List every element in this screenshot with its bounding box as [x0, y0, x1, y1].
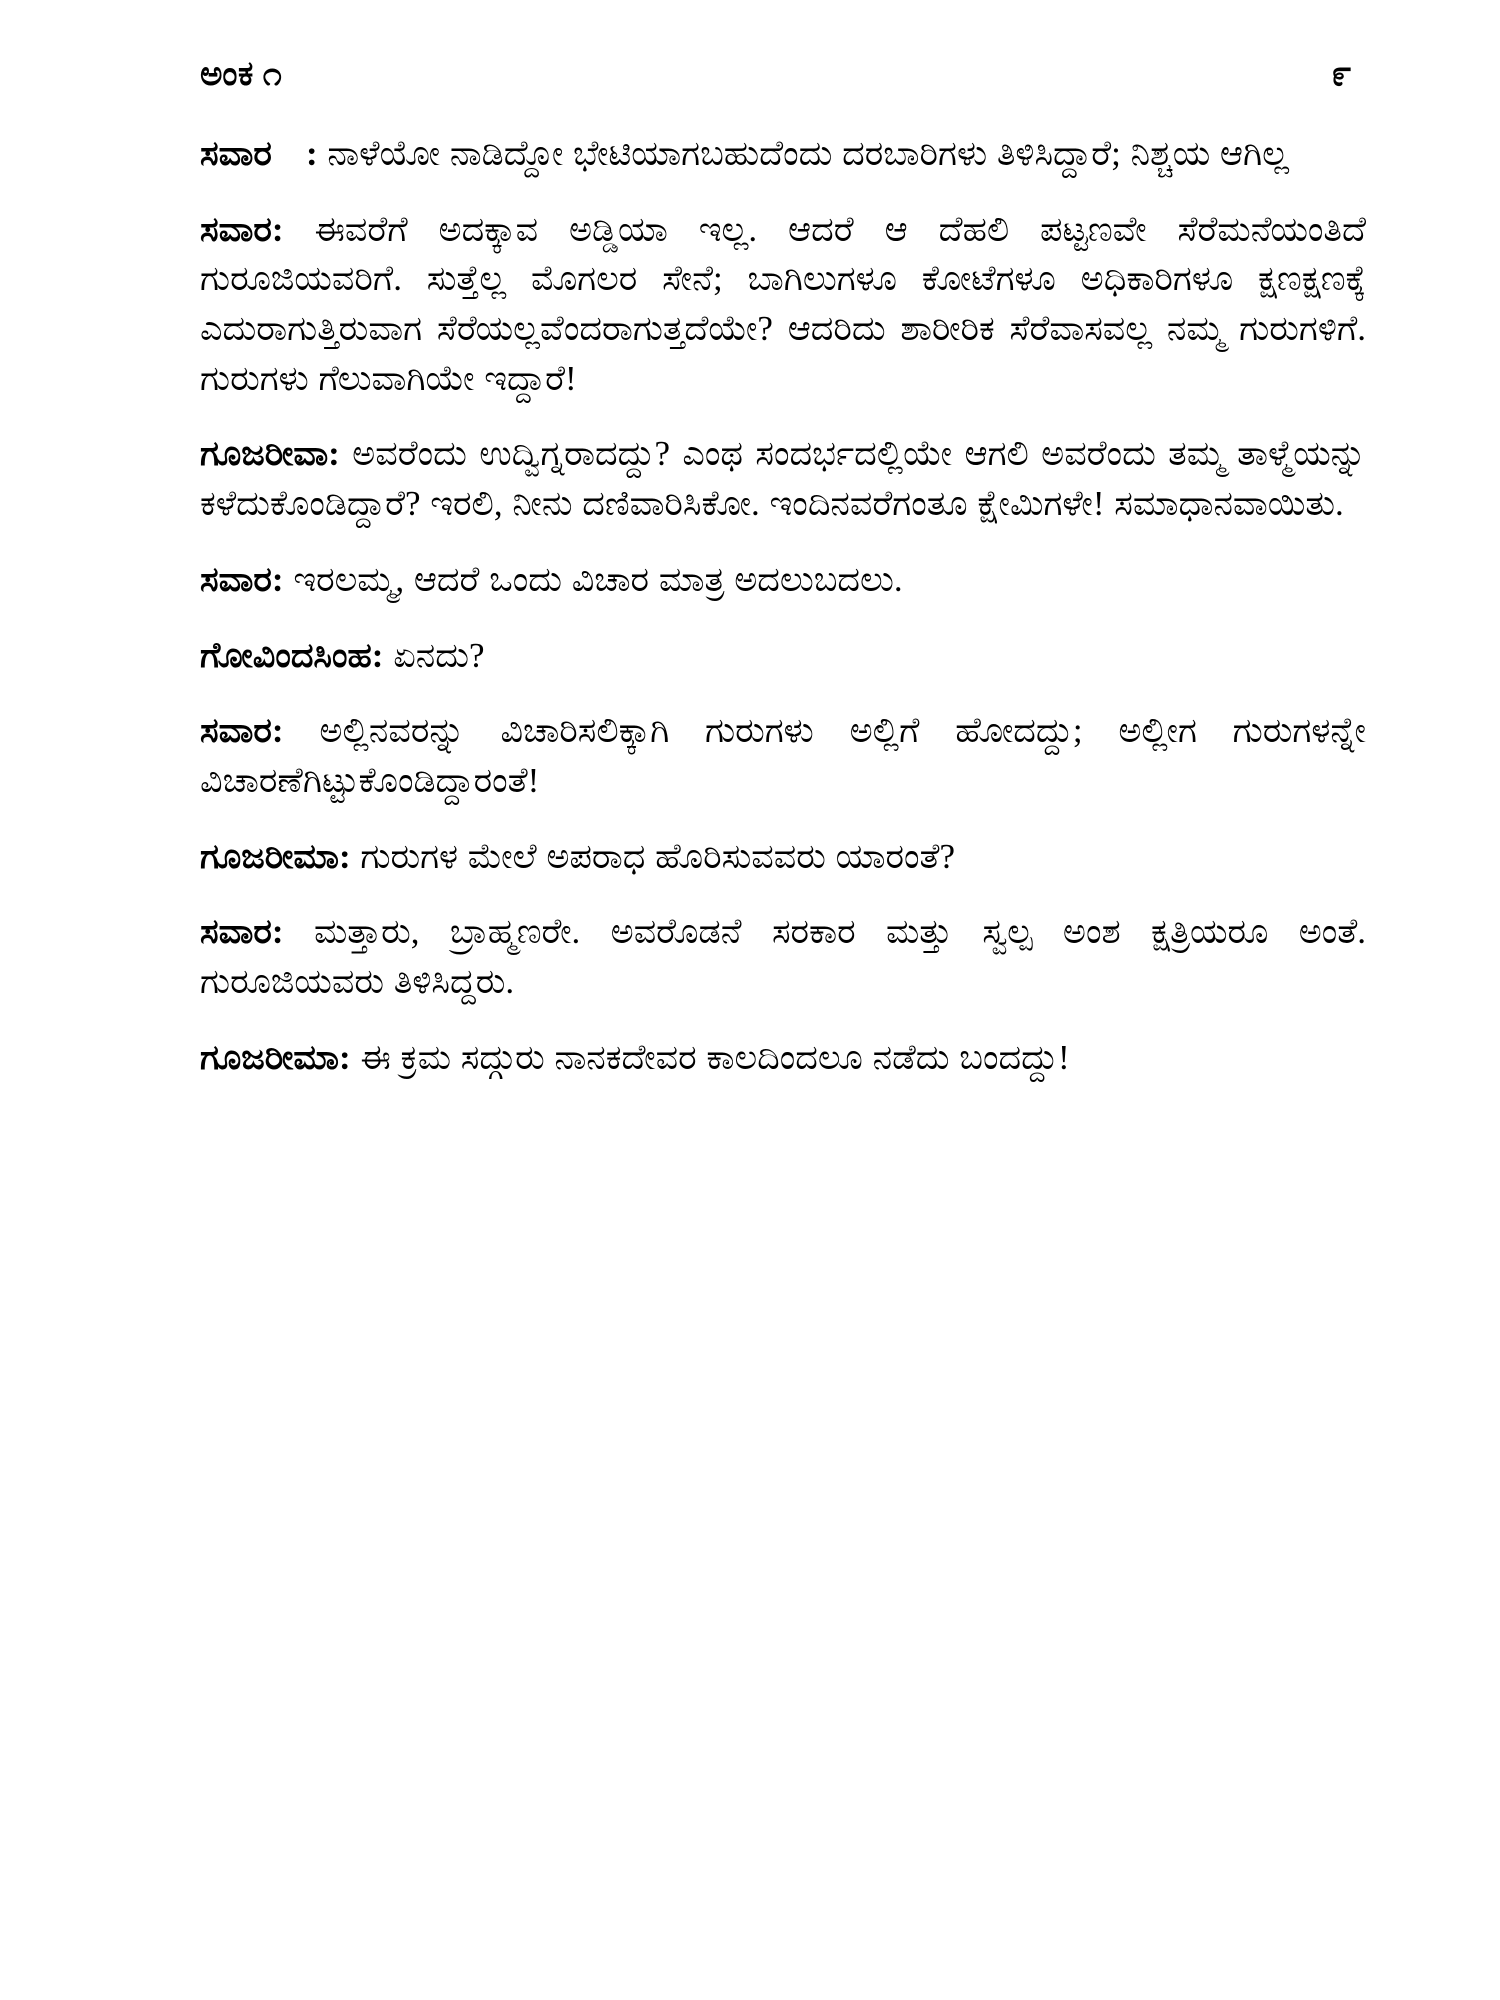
- speaker-name: ಸವಾರ:: [200, 559, 284, 599]
- dialogue-line: [200, 631, 1366, 681]
- page-number: ೯: [1331, 53, 1352, 93]
- dialogue-text: ಈವರೆಗೆ ಅದಕ್ಕಾವ ಅಡ್ಡಿಯಾ ಇಲ್ಲ. ಆದರೆ ಆ ದೆಹಲಿ ಪಟ್ಟಣವೇ ಸೆರೆಮನೆಯಂತಿದೆ ಗುರೂಜಿಯವರಿಗೆ. ಸುತ್ತೆಲ್ಲ ಮೊಗಲರ ಸೇನೆ; ಬಾಗಿಲುಗಳೂ ಕೋಟೆಗಳೂ ಅಧಿಕಾರಿಗಳೂ ಕ್ಷಣಕ್ಷಣಕ್ಕೆ ಎದುರಾಗುತ್ತಿರುವಾಗ ಸೆರೆಯಲ್ಲವೆಂದರಾಗುತ್ತದೆಯೇ? ಆದರಿದು ಶಾರೀರಿಕ ಸೆರೆವಾಸವಲ್ಲ ನಮ್ಮ ಗುರುಗಳಿಗೆ. ಗುರುಗಳು ಗೆಲುವಾಗಿಯೇ ಇದ್ದಾರೆ!: [200, 209, 1366, 398]
- act-label: ಅಂಕ ೧: [200, 56, 283, 93]
- speaker-name: ಗೋವಿಂದಸಿಂಹ:: [200, 635, 384, 675]
- speaker-separator: :: [305, 134, 318, 173]
- speaker-name: ಸವಾರ:: [200, 209, 284, 249]
- dialogue-line: [200, 907, 1366, 1006]
- dialogue-text: ಅಲ್ಲಿನವರನ್ನು ವಿಚಾರಿಸಲಿಕ್ಕಾಗಿ ಗುರುಗಳು ಅಲ್ಲಿಗೆ ಹೋದದ್ದು; ಅಲ್ಲೀಗ ಗುರುಗಳನ್ನೇ ವಿಚಾರಣೆಗಿಟ್ಟುಕೊಂಡಿದ್ದಾರಂತೆ!: [200, 711, 1366, 800]
- dialogue-text: ನಾಳೆಯೋ ನಾಡಿದ್ದೋ ಭೇಟಿಯಾಗಬಹುದೆಂದು ದರಬಾರಿಗಳು ತಿಳಿಸಿದ್ದಾರೆ; ನಿಶ್ಚಯ ಆಗಿಲ್ಲ: [327, 134, 1290, 173]
- dialogue-line: [200, 429, 1366, 528]
- speaker-name: ಸವಾರ:: [200, 912, 284, 952]
- dialogue-text: ಗುರುಗಳ ಮೇಲೆ ಅಪರಾಧ ಹೊರಿಸುವವರು ಯಾರಂತೆ?: [360, 836, 955, 876]
- dialogue-body: [200, 129, 1380, 1082]
- dialogue-line: [200, 205, 1366, 404]
- dialogue-line: [200, 1033, 1366, 1083]
- dialogue-text: ಮತ್ತಾರು, ಬ್ರಾಹ್ಮಣರೇ. ಅವರೊಡನೆ ಸರಕಾರ ಮತ್ತು ಸ್ವಲ್ಪ ಅಂಶ ಕ್ಷತ್ರಿಯರೂ ಅಂತೆ. ಗುರೂಜಿಯವರು ತಿಳಿಸಿದ್ದರು.: [200, 912, 1366, 1001]
- speaker-name: ಸವಾರ: [200, 134, 272, 173]
- speaker-name: ಗೂಜರೀವಾ:: [200, 434, 340, 474]
- dialogue-line: [200, 129, 1366, 179]
- dialogue-line: [200, 832, 1366, 882]
- dialogue-text: ಇರಲಮ್ಮ, ಆದರೆ ಒಂದು ವಿಚಾರ ಮಾತ್ರ ಅದಲುಬದಲು.: [293, 559, 903, 599]
- speaker-name: ಸವಾರ:: [200, 711, 284, 751]
- page-header: [200, 52, 1380, 95]
- dialogue-text: ಈ ಕ್ರಮ ಸದ್ಗುರು ನಾನಕದೇವರ ಕಾಲದಿಂದಲೂ ನಡೆದು ಬಂದದ್ದು!: [360, 1037, 1070, 1077]
- speaker-name: ಗೂಜರೀಮಾ:: [200, 836, 351, 876]
- speaker-name: ಗೂಜರೀಮಾ:: [200, 1037, 351, 1077]
- dialogue-line: [200, 706, 1366, 805]
- dialogue-line: [200, 555, 1366, 605]
- dialogue-text: ಅವರೆಂದು ಉದ್ವಿಗ್ನರಾದದ್ದು? ಎಂಥ ಸಂದರ್ಭದಲ್ಲಿಯೇ ಆಗಲಿ ಅವರೆಂದು ತಮ್ಮ ತಾಳ್ಮೆಯನ್ನು ಕಳೆದುಕೊಂಡಿದ್ದಾರೆ? ಇರಲಿ, ನೀನು ದಣಿವಾರಿಸಿಕೋ. ಇಂದಿನವರೆಗಂತೂ ಕ್ಷೇಮಿಗಳೇ! ಸಮಾಧಾನವಾಯಿತು.: [200, 434, 1366, 524]
- dialogue-text: ಏನದು?: [393, 635, 485, 675]
